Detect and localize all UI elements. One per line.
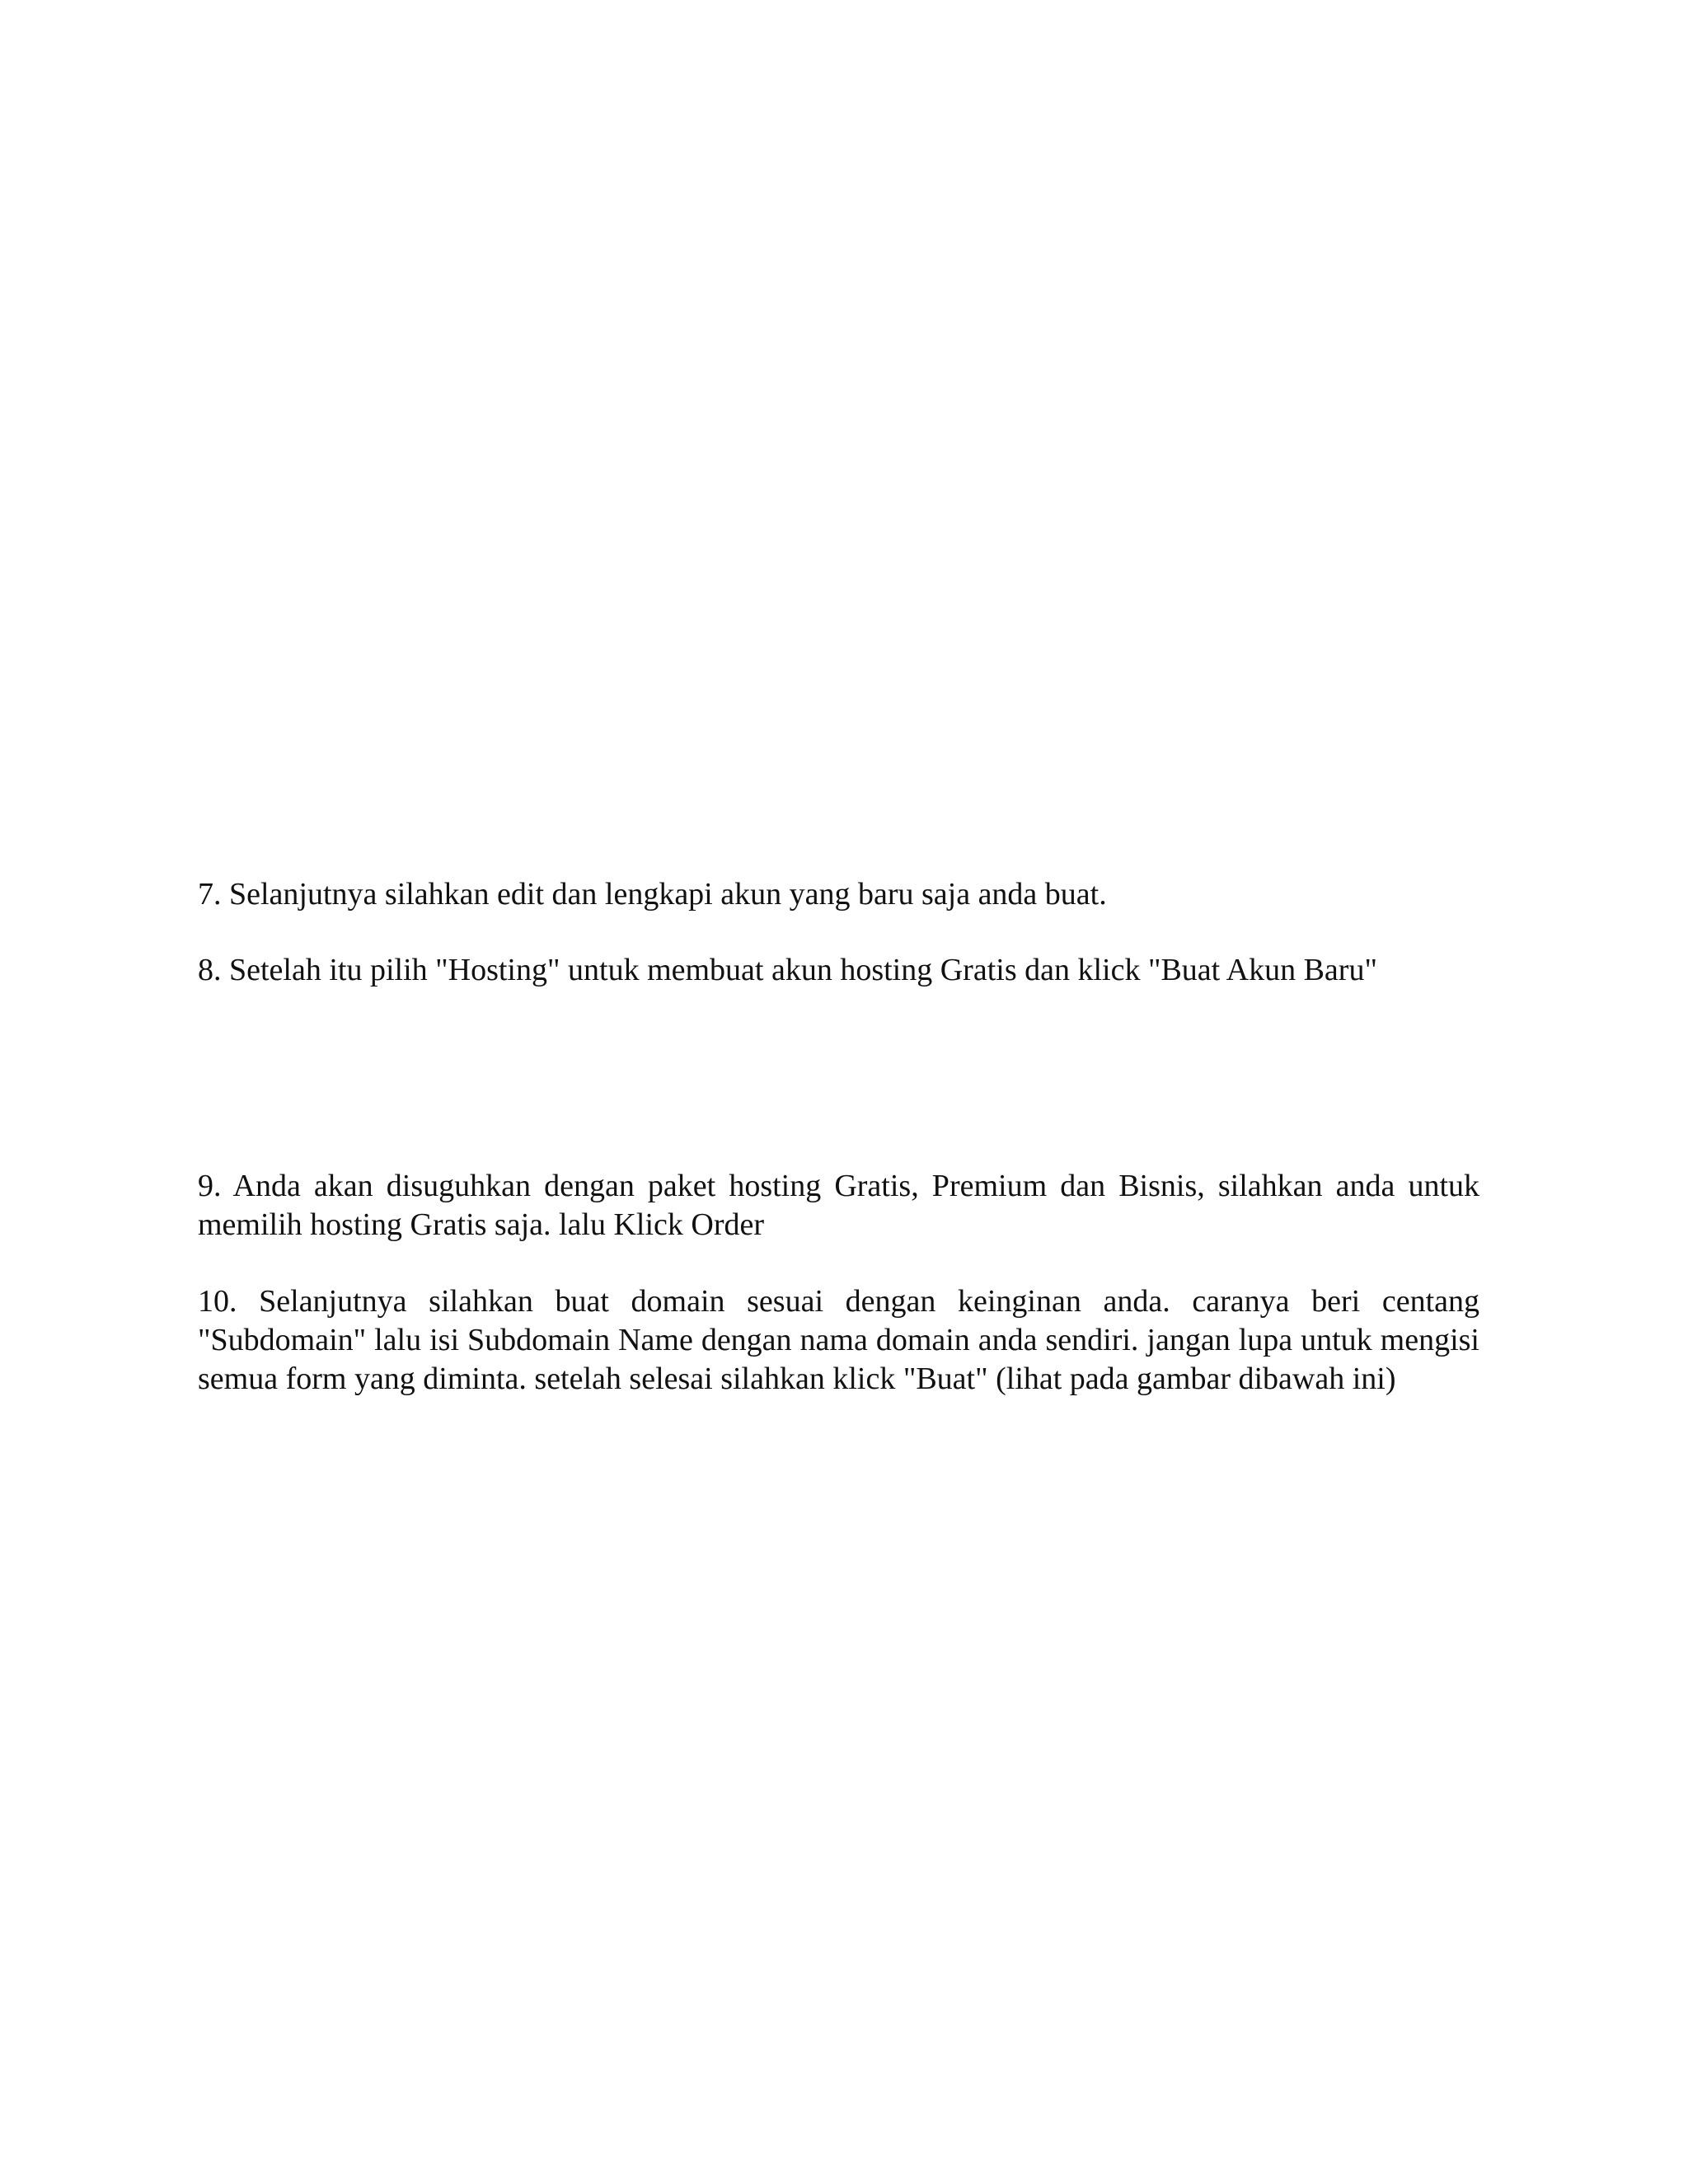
paragraph-step-7: 7. Selanjutnya silahkan edit dan lengkapi akun yang baru saja anda buat. <box>198 877 1107 912</box>
paragraph-step-10: 10. Selanjutnya silahkan buat domain sesuai dengan keinginan anda. caranya beri centang "Subdomain" lalu isi Subdomain Name dengan nama domain anda sendiri. jangan lupa untuk mengisi semua form yang diminta. setelah selesai silahkan klick "Buat" (lihat pada gambar dibawah ini) <box>198 1284 1479 1396</box>
paragraph-step-8: 8. Setelah itu pilih "Hosting" untuk membuat akun hosting Gratis dan klick "Buat Akun Baru" <box>198 953 1377 987</box>
paragraph-step-9: 9. Anda akan disuguhkan dengan paket hosting Gratis, Premium dan Bisnis, silahkan anda untuk memilih hosting Gratis saja. lalu Klick Order <box>198 1169 1479 1242</box>
